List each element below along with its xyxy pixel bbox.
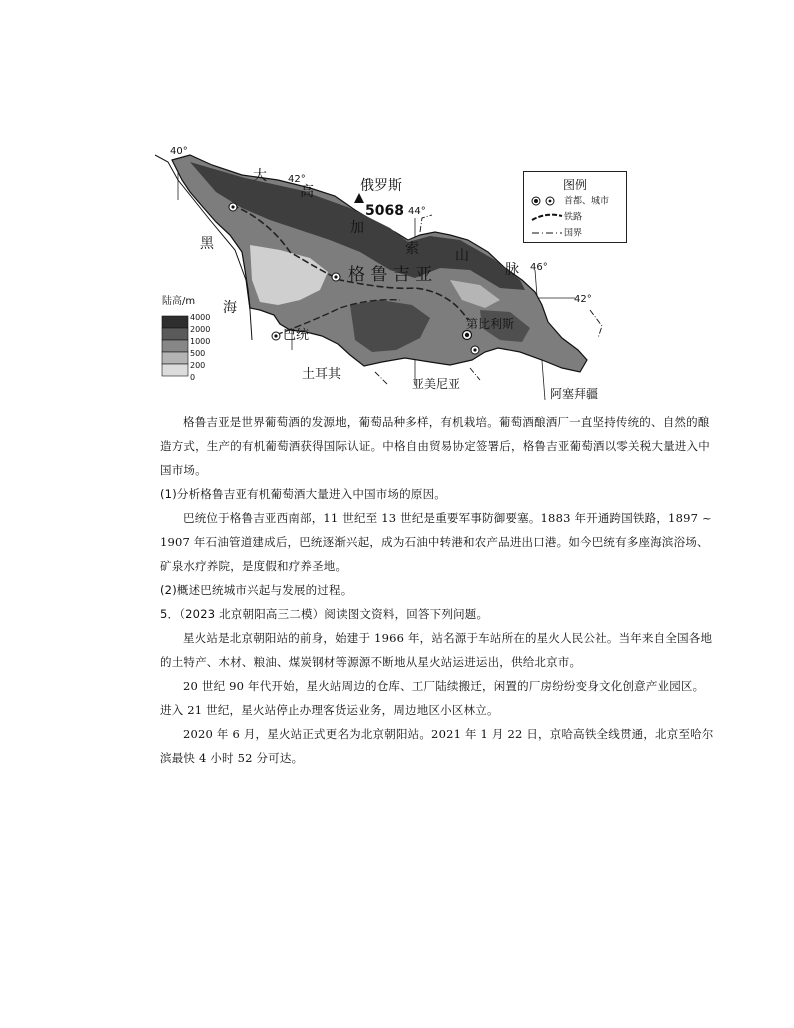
black-sea-label-2: 海	[223, 300, 237, 316]
legend-city-label: 首都、城市	[564, 196, 610, 207]
range-label-gao: 高	[300, 184, 314, 200]
turkey-label: 土耳其	[302, 367, 342, 382]
azerbaijan-label: 阿塞拜疆	[550, 387, 599, 401]
peak-icon	[354, 193, 364, 203]
legend-railway-label: 铁路	[564, 212, 583, 223]
peak-elevation-label: 5068	[365, 203, 404, 219]
city-marker-batumi	[272, 332, 280, 340]
question-1: (1)分析格鲁吉亚有机葡萄酒大量进入中国市场的原因。	[160, 487, 446, 501]
lat-42-label: 42°	[574, 294, 592, 305]
range-label-jia: 加	[350, 220, 364, 236]
elevation-tick: 500	[190, 349, 206, 358]
legend-row-city	[530, 194, 609, 208]
russia-border	[420, 215, 432, 232]
legend-row-border	[530, 226, 582, 240]
range-label-shan: 山	[455, 248, 469, 264]
legend-row-railway	[530, 210, 582, 224]
elevation-tick: 1000	[190, 337, 211, 346]
lon-40-label: 40°	[170, 146, 188, 157]
armenia-label: 亚美尼亚	[412, 377, 461, 391]
lon-46-label: 46°	[530, 262, 548, 273]
lon-42-label: 42°	[288, 174, 306, 185]
range-label-mai: 脉	[505, 262, 519, 278]
paragraph-xinghuo-1: 星火站是北京朝阳站的前身，始建于 1966 年，站名源于车站所在的星火人民公社。当年来自全国各地的土特产、木材、粮油、煤炭钢材等源源不断地从星火站运进运出，供给北京市。	[160, 631, 713, 669]
paragraph-xinghuo-2: 20 世纪 90 年代开始，星火站周边的仓库、工厂陆续搬迁，闲置的厂房纷纷变身文化创意产业园区。进入 21 世纪，星火站停止办理客货运业务，周边地区小区林立。	[160, 679, 705, 717]
railway-icon	[530, 210, 564, 224]
elevation-tick: 4000	[190, 313, 211, 322]
map-legend	[523, 171, 627, 243]
capital-marker-tbilisi	[463, 331, 472, 340]
elevation-tick: 0	[190, 373, 196, 382]
paragraph-xinghuo-3: 2020 年 6 月，星火站正式更名为北京朝阳站。2021 年 1 月 22 日，京哈高铁全线贯通，北京至哈尔滨最快 4 小时 52 分可达。	[160, 727, 714, 765]
city-marker-central	[332, 273, 340, 281]
lon-44-label: 44°	[408, 206, 426, 217]
legend-title: 图例	[562, 178, 587, 192]
country-label: 格 鲁 吉 亚	[348, 265, 433, 285]
question-5-heading: 5．（2023 北京朝阳高三二模）阅读图文资料，回答下列问题。	[160, 607, 489, 621]
question-text	[160, 410, 716, 770]
range-label-da: 大	[253, 168, 267, 184]
legend-border-label: 国界	[564, 228, 583, 239]
question-2: (2)概述巴统城市兴起与发展的过程。	[160, 583, 353, 597]
elevation-legend-title: 陆高/m	[162, 296, 196, 307]
capital-city-icon	[530, 194, 564, 208]
city-marker-rustavi	[471, 346, 479, 354]
city-marker-kutaisi	[229, 203, 237, 211]
russia-label: 俄罗斯	[360, 178, 402, 194]
elevation-tick: 2000	[190, 325, 211, 334]
range-label-suo: 索	[405, 241, 419, 257]
tbilisi-label: 第比利斯	[466, 317, 515, 331]
paragraph-batumi: 巴统位于格鲁吉亚西南部，11 世纪至 13 世纪是重要军事防御要塞。1883 年开通跨国铁路，1897 ~ 1907 年石油管道建成后，巴统逐渐兴起，成为石油中转港和农产品进出口港。如今巴统有多座海滨浴场、矿泉水疗养院，是度假和疗养圣地。	[160, 511, 712, 573]
batumi-label: 巴统	[283, 328, 310, 343]
border-icon	[530, 226, 564, 240]
paragraph-georgia-wine: 格鲁吉亚是世界葡萄酒的发源地，葡萄品种多样，有机栽培。葡萄酒酿酒厂一直坚持传统的、自然的酿造方式，生产的有机葡萄酒获得国际认证。中格自由贸易协定签署后，格鲁吉亚葡萄酒以零关税大量进入中国市场。	[160, 415, 710, 477]
black-sea-label-1: 黑	[200, 236, 214, 252]
elevation-scale	[162, 316, 188, 376]
elevation-tick: 200	[190, 361, 206, 370]
